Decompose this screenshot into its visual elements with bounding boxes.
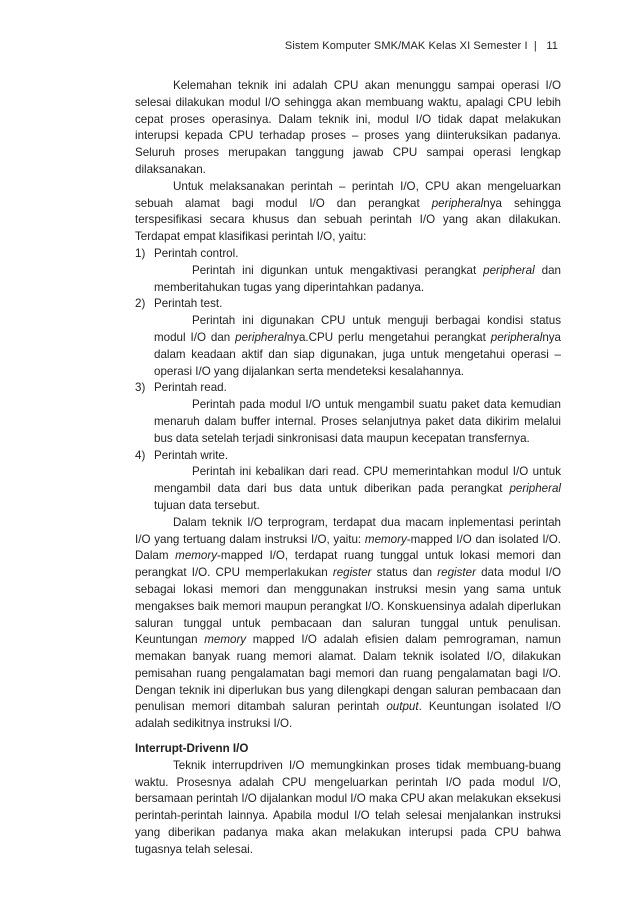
- list-number: 3): [135, 381, 146, 395]
- list-item-description: [135, 397, 561, 447]
- paragraph-programmed-io: [135, 515, 561, 733]
- document-body: [135, 78, 561, 859]
- italic-term: peripheral: [235, 330, 287, 344]
- italic-term: peripheral: [509, 482, 561, 496]
- list-item-control: [135, 246, 561, 263]
- list-item-title: Perintah write.: [154, 448, 229, 462]
- italic-term: register: [437, 566, 476, 580]
- text-run: Perintah pada modul I/O untuk mengambil suatu paket data kemudian menaruh dalam buffer internal. Proses selanjutnya paket data dikirim melalui bus data setelah terjadi sinkronisasi data maupun kecepatan transfernya.: [154, 398, 561, 445]
- text-run: Perintah ini kebalikan dari read. CPU memerintahkan modul I/O untuk mengambil data dari bus data untuk diberikan pada perangkat: [154, 465, 561, 496]
- text-run: -mapped I/O, terdapat ruang tunggal untuk lokasi memori dan perangkat I/O. CPU memperlakukan: [135, 549, 561, 580]
- italic-term: peripheral: [431, 196, 484, 210]
- page-number: 11: [546, 40, 558, 52]
- list-item-description: [135, 263, 561, 297]
- text-run: nya dalam keadaan aktif dan siap digunakan, juga untuk mengetahui operasi – operasi I/O yang dijalankan serta mendeteksi kesalahannya.: [154, 330, 562, 378]
- paragraph-io-commands: [135, 179, 561, 246]
- text-run: mapped I/O adalah efisien dalam pemrograman, namun memakan banyak ruang memori alamat. Dalam teknik isolated I/O, dilakukan pemisahan ruang pengalamatan bagi memori dan ruang pengalamatan bagi I/O. Dengan teknik ini diperlukan bus yang dilengkapi dengan saluran pembacaan dan penulisan memori ditambah saluran perintah: [135, 633, 562, 714]
- italic-term: memory: [175, 549, 218, 563]
- text-run: Perintah ini digunkan untuk mengaktivasi perangkat: [192, 263, 484, 277]
- italic-term: memory: [364, 532, 407, 546]
- section-heading: Interrupt-Drivenn I/O: [135, 742, 249, 756]
- text-run: Dalam teknik I/O terprogram, terdapat dua macam inplementasi perintah I/O yang tertuang dalam instruksi I/O, yaitu:: [135, 515, 561, 546]
- paragraph-cpu-waiting: Kelemahan teknik ini adalah CPU akan menunggu sampai operasi I/O selesai dilakukan modul I/O sehingga akan membuang waktu, apalagi CPU lebih cepat proses operasinya. Dalam teknik ini, modul I/O tidak dapat melakukan interupsi kepada CPU terhadap proses – proses yang diinteruksikan padanya. Seluruh proses merupakan tanggung jawab CPU sampai operasi lengkap dilaksanakan.: [135, 79, 561, 176]
- text-run: Untuk melaksanakan perintah – perintah I/O, CPU akan mengeluarkan sebuah alamat bagi modul I/O dan perangkat: [135, 179, 561, 210]
- text-run: status dan: [371, 566, 438, 580]
- italic-term: memory: [204, 633, 247, 647]
- list-number: 4): [135, 448, 146, 462]
- list-item-write: [135, 448, 561, 465]
- header-separator: |: [530, 40, 544, 52]
- list-item-title: Perintah test.: [154, 297, 223, 311]
- list-item-description: [135, 313, 561, 380]
- list-number: 2): [135, 297, 146, 311]
- text-run: nya.CPU perlu mengetahui perangkat: [286, 330, 491, 344]
- italic-term: output: [386, 700, 419, 714]
- italic-term: peripheral: [483, 263, 535, 277]
- list-item-description: [135, 464, 561, 514]
- page-header: [285, 40, 558, 52]
- italic-term: register: [332, 566, 372, 580]
- paragraph-interrupt-driven: Teknik interrupdriven I/O memungkinkan proses tidak membuang-buang waktu. Prosesnya adalah CPU mengeluarkan perintah I/O pada modul I/O, bersamaan perintah I/O dijalankan modul I/O maka CPU akan melakukan eksekusi perintah-perintah lainnya. Apabila modul I/O telah selesai menjalankan instruksi yang diberikan padanya maka akan melakukan interupsi pada CPU bahwa tugasnya telah selesai.: [135, 758, 561, 856]
- text-run: data modul I/O sebagai lokasi memori dan menggunakan instruksi mesin yang sama untuk mengakses baik memori maupun perangkat I/O. Konskuensinya adalah diperlukan saluran tunggal untuk pembacaan dan saluran tunggal untuk penulisan. Keuntungan: [135, 566, 562, 647]
- list-item-read: [135, 380, 561, 397]
- text-run: tujuan data tersebut.: [154, 498, 260, 512]
- text-run: . Keuntungan isolated I/O adalah sedikitnya instruksi I/O.: [135, 700, 561, 731]
- header-title: Sistem Komputer SMK/MAK Kelas XI Semester I: [284, 40, 528, 52]
- text-run: nya sehingga terspesifikasi secara khusus dan sebuah perintah I/O yang akan dilakukan. Terdapat empat klasifikasi perintah I/O, yaitu:: [135, 196, 561, 244]
- list-item-title: Perintah read.: [154, 381, 227, 395]
- list-item-title: Perintah control.: [154, 246, 239, 260]
- list-item-test: [135, 296, 561, 313]
- text-run: -mapped I/O dan isolated I/O. Dalam: [135, 532, 561, 563]
- italic-term: peripheral: [490, 330, 543, 344]
- text-run: dan memberitahukan tugas yang diperintahkan padanya.: [154, 263, 561, 294]
- list-number: 1): [135, 246, 146, 260]
- text-run: Perintah ini digunakan CPU untuk menguji berbagai kondisi status modul I/O dan: [154, 314, 561, 344]
